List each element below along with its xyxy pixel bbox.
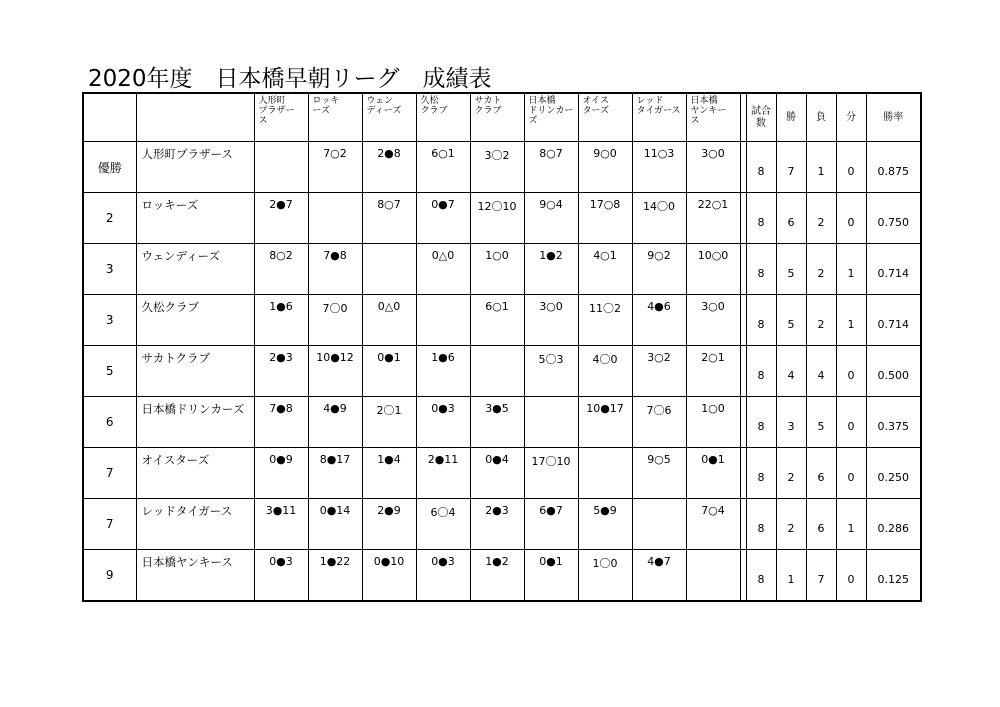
result-cell: 3〇2	[470, 142, 524, 193]
rank-cell: 5	[83, 346, 136, 397]
result-cell: 0△0	[416, 244, 470, 295]
games-cell: 8	[746, 346, 776, 397]
result-cell: 0●1	[686, 448, 740, 499]
result-cell: 3○2	[632, 346, 686, 397]
result-cell: 1〇0	[578, 550, 632, 602]
rank-cell: 9	[83, 550, 136, 602]
pct-cell: 0.875	[866, 142, 921, 193]
result-cell: 8○7	[362, 193, 416, 244]
result-cell: 1●22	[308, 550, 362, 602]
table-row	[83, 142, 921, 193]
rank-cell: 優勝	[83, 142, 136, 193]
result-cell: 6○1	[416, 142, 470, 193]
pct-cell: 0.250	[866, 448, 921, 499]
result-cell: 8○7	[524, 142, 578, 193]
result-cell: 9○4	[524, 193, 578, 244]
games-cell: 8	[746, 397, 776, 448]
draws-cell: 0	[836, 448, 866, 499]
team-name-cell: サカトクラブ	[136, 346, 254, 397]
result-cell: 0●14	[308, 499, 362, 550]
result-cell: 4●9	[308, 397, 362, 448]
wins-cell: 5	[776, 295, 806, 346]
losses-cell: 5	[806, 397, 836, 448]
rank-cell: 7	[83, 448, 136, 499]
header-row	[83, 93, 921, 142]
result-cell: 2●3	[254, 346, 308, 397]
games-cell: 8	[746, 193, 776, 244]
draws-cell: 1	[836, 295, 866, 346]
result-cell: 4●6	[632, 295, 686, 346]
games-cell: 8	[746, 244, 776, 295]
rank-cell: 3	[83, 244, 136, 295]
self-match-cell	[362, 244, 416, 295]
games-cell: 8	[746, 499, 776, 550]
table-row	[83, 550, 921, 602]
self-match-cell	[632, 499, 686, 550]
losses-cell: 7	[806, 550, 836, 602]
team-name-cell: ロッキーズ	[136, 193, 254, 244]
self-match-cell	[470, 346, 524, 397]
result-cell: 17〇10	[524, 448, 578, 499]
draws-cell: 0	[836, 346, 866, 397]
opponent-header: ロッキ ーズ	[308, 93, 362, 142]
result-cell: 9○5	[632, 448, 686, 499]
losses-header: 負	[806, 93, 836, 142]
pct-cell: 0.750	[866, 193, 921, 244]
result-cell: 1○0	[686, 397, 740, 448]
draws-cell: 0	[836, 550, 866, 602]
result-cell: 14〇0	[632, 193, 686, 244]
result-cell: 2○1	[686, 346, 740, 397]
result-cell: 3○0	[686, 295, 740, 346]
result-cell: 2●8	[362, 142, 416, 193]
opponent-header: 日本橋 ドリンカー ズ	[524, 93, 578, 142]
losses-cell: 6	[806, 448, 836, 499]
result-cell: 0●3	[416, 550, 470, 602]
rank-cell: 6	[83, 397, 136, 448]
result-cell: 1●4	[362, 448, 416, 499]
games-header: 試合 数	[746, 93, 776, 142]
result-cell: 0●3	[254, 550, 308, 602]
opponent-header: レッド タイガース	[632, 93, 686, 142]
result-cell: 0●9	[254, 448, 308, 499]
wins-cell: 6	[776, 193, 806, 244]
wins-cell: 1	[776, 550, 806, 602]
result-cell: 6〇4	[416, 499, 470, 550]
result-cell: 3○0	[524, 295, 578, 346]
opponent-header: オイス ターズ	[578, 93, 632, 142]
result-cell: 8●17	[308, 448, 362, 499]
self-match-cell	[578, 448, 632, 499]
rank-header	[83, 93, 136, 142]
table-row	[83, 295, 921, 346]
losses-cell: 2	[806, 244, 836, 295]
opponent-header: 日本橋 ヤンキー ス	[686, 93, 740, 142]
table-row	[83, 193, 921, 244]
draws-cell: 1	[836, 499, 866, 550]
result-cell: 3○0	[686, 142, 740, 193]
result-cell: 7●8	[308, 244, 362, 295]
wins-header: 勝	[776, 93, 806, 142]
pct-header: 勝率	[866, 93, 921, 142]
team-header	[136, 93, 254, 142]
result-cell: 7○4	[686, 499, 740, 550]
result-cell: 0△0	[362, 295, 416, 346]
team-name-cell: 日本橋ドリンカーズ	[136, 397, 254, 448]
result-cell: 7○2	[308, 142, 362, 193]
result-cell: 1●2	[524, 244, 578, 295]
result-cell: 1●6	[254, 295, 308, 346]
team-name-cell: レッドタイガース	[136, 499, 254, 550]
losses-cell: 2	[806, 193, 836, 244]
draws-cell: 0	[836, 142, 866, 193]
pct-cell: 0.375	[866, 397, 921, 448]
result-cell: 0●10	[362, 550, 416, 602]
opponent-header: サカト クラブ	[470, 93, 524, 142]
pct-cell: 0.714	[866, 244, 921, 295]
opponent-header: ウェン ディーズ	[362, 93, 416, 142]
result-cell: 9○2	[632, 244, 686, 295]
table-row	[83, 346, 921, 397]
opponent-header: 久松 クラブ	[416, 93, 470, 142]
rank-cell: 2	[83, 193, 136, 244]
team-name-cell: 久松クラブ	[136, 295, 254, 346]
result-cell: 0●4	[470, 448, 524, 499]
result-cell: 0●1	[524, 550, 578, 602]
wins-cell: 4	[776, 346, 806, 397]
result-cell: 2〇1	[362, 397, 416, 448]
games-cell: 8	[746, 448, 776, 499]
losses-cell: 1	[806, 142, 836, 193]
opponent-header: 人形町 プラザー ス	[254, 93, 308, 142]
result-cell: 10●17	[578, 397, 632, 448]
pct-cell: 0.714	[866, 295, 921, 346]
losses-cell: 4	[806, 346, 836, 397]
result-cell: 6●7	[524, 499, 578, 550]
team-name-cell: 人形町プラザース	[136, 142, 254, 193]
result-cell: 12〇10	[470, 193, 524, 244]
result-cell: 11○3	[632, 142, 686, 193]
team-name-cell: オイスターズ	[136, 448, 254, 499]
standings-table	[82, 92, 922, 602]
draws-cell: 0	[836, 397, 866, 448]
result-cell: 4●7	[632, 550, 686, 602]
self-match-cell	[686, 550, 740, 602]
result-cell: 10●12	[308, 346, 362, 397]
result-cell: 22○1	[686, 193, 740, 244]
pct-cell: 0.125	[866, 550, 921, 602]
result-cell: 10○0	[686, 244, 740, 295]
result-cell: 8○2	[254, 244, 308, 295]
losses-cell: 2	[806, 295, 836, 346]
result-cell: 5●9	[578, 499, 632, 550]
losses-cell: 6	[806, 499, 836, 550]
result-cell: 7〇0	[308, 295, 362, 346]
result-cell: 0●3	[416, 397, 470, 448]
result-cell: 1●6	[416, 346, 470, 397]
games-cell: 8	[746, 295, 776, 346]
result-cell: 4○1	[578, 244, 632, 295]
wins-cell: 7	[776, 142, 806, 193]
draws-cell: 1	[836, 244, 866, 295]
result-cell: 1○0	[470, 244, 524, 295]
self-match-cell	[254, 142, 308, 193]
team-name-cell: ウェンディーズ	[136, 244, 254, 295]
result-cell: 3●11	[254, 499, 308, 550]
result-cell: 7●8	[254, 397, 308, 448]
result-cell: 7〇6	[632, 397, 686, 448]
result-cell: 5〇3	[524, 346, 578, 397]
result-cell: 4〇0	[578, 346, 632, 397]
wins-cell: 3	[776, 397, 806, 448]
result-cell: 9○0	[578, 142, 632, 193]
pct-cell: 0.286	[866, 499, 921, 550]
result-cell: 2●7	[254, 193, 308, 244]
result-cell: 11〇2	[578, 295, 632, 346]
table-row	[83, 397, 921, 448]
page-title: 2020年度 日本橋早朝リーグ 成績表	[88, 66, 492, 92]
self-match-cell	[416, 295, 470, 346]
table-row	[83, 244, 921, 295]
rank-cell: 7	[83, 499, 136, 550]
games-cell: 8	[746, 550, 776, 602]
result-cell: 6○1	[470, 295, 524, 346]
result-cell: 2●11	[416, 448, 470, 499]
result-cell: 2●9	[362, 499, 416, 550]
self-match-cell	[524, 397, 578, 448]
result-cell: 2●3	[470, 499, 524, 550]
table-row	[83, 499, 921, 550]
result-cell: 0●7	[416, 193, 470, 244]
self-match-cell	[308, 193, 362, 244]
draws-cell: 0	[836, 193, 866, 244]
table-row	[83, 448, 921, 499]
games-cell: 8	[746, 142, 776, 193]
wins-cell: 5	[776, 244, 806, 295]
draws-header: 分	[836, 93, 866, 142]
result-cell: 0●1	[362, 346, 416, 397]
wins-cell: 2	[776, 448, 806, 499]
pct-cell: 0.500	[866, 346, 921, 397]
result-cell: 1●2	[470, 550, 524, 602]
team-name-cell: 日本橋ヤンキース	[136, 550, 254, 602]
result-cell: 3●5	[470, 397, 524, 448]
result-cell: 17○8	[578, 193, 632, 244]
wins-cell: 2	[776, 499, 806, 550]
rank-cell: 3	[83, 295, 136, 346]
